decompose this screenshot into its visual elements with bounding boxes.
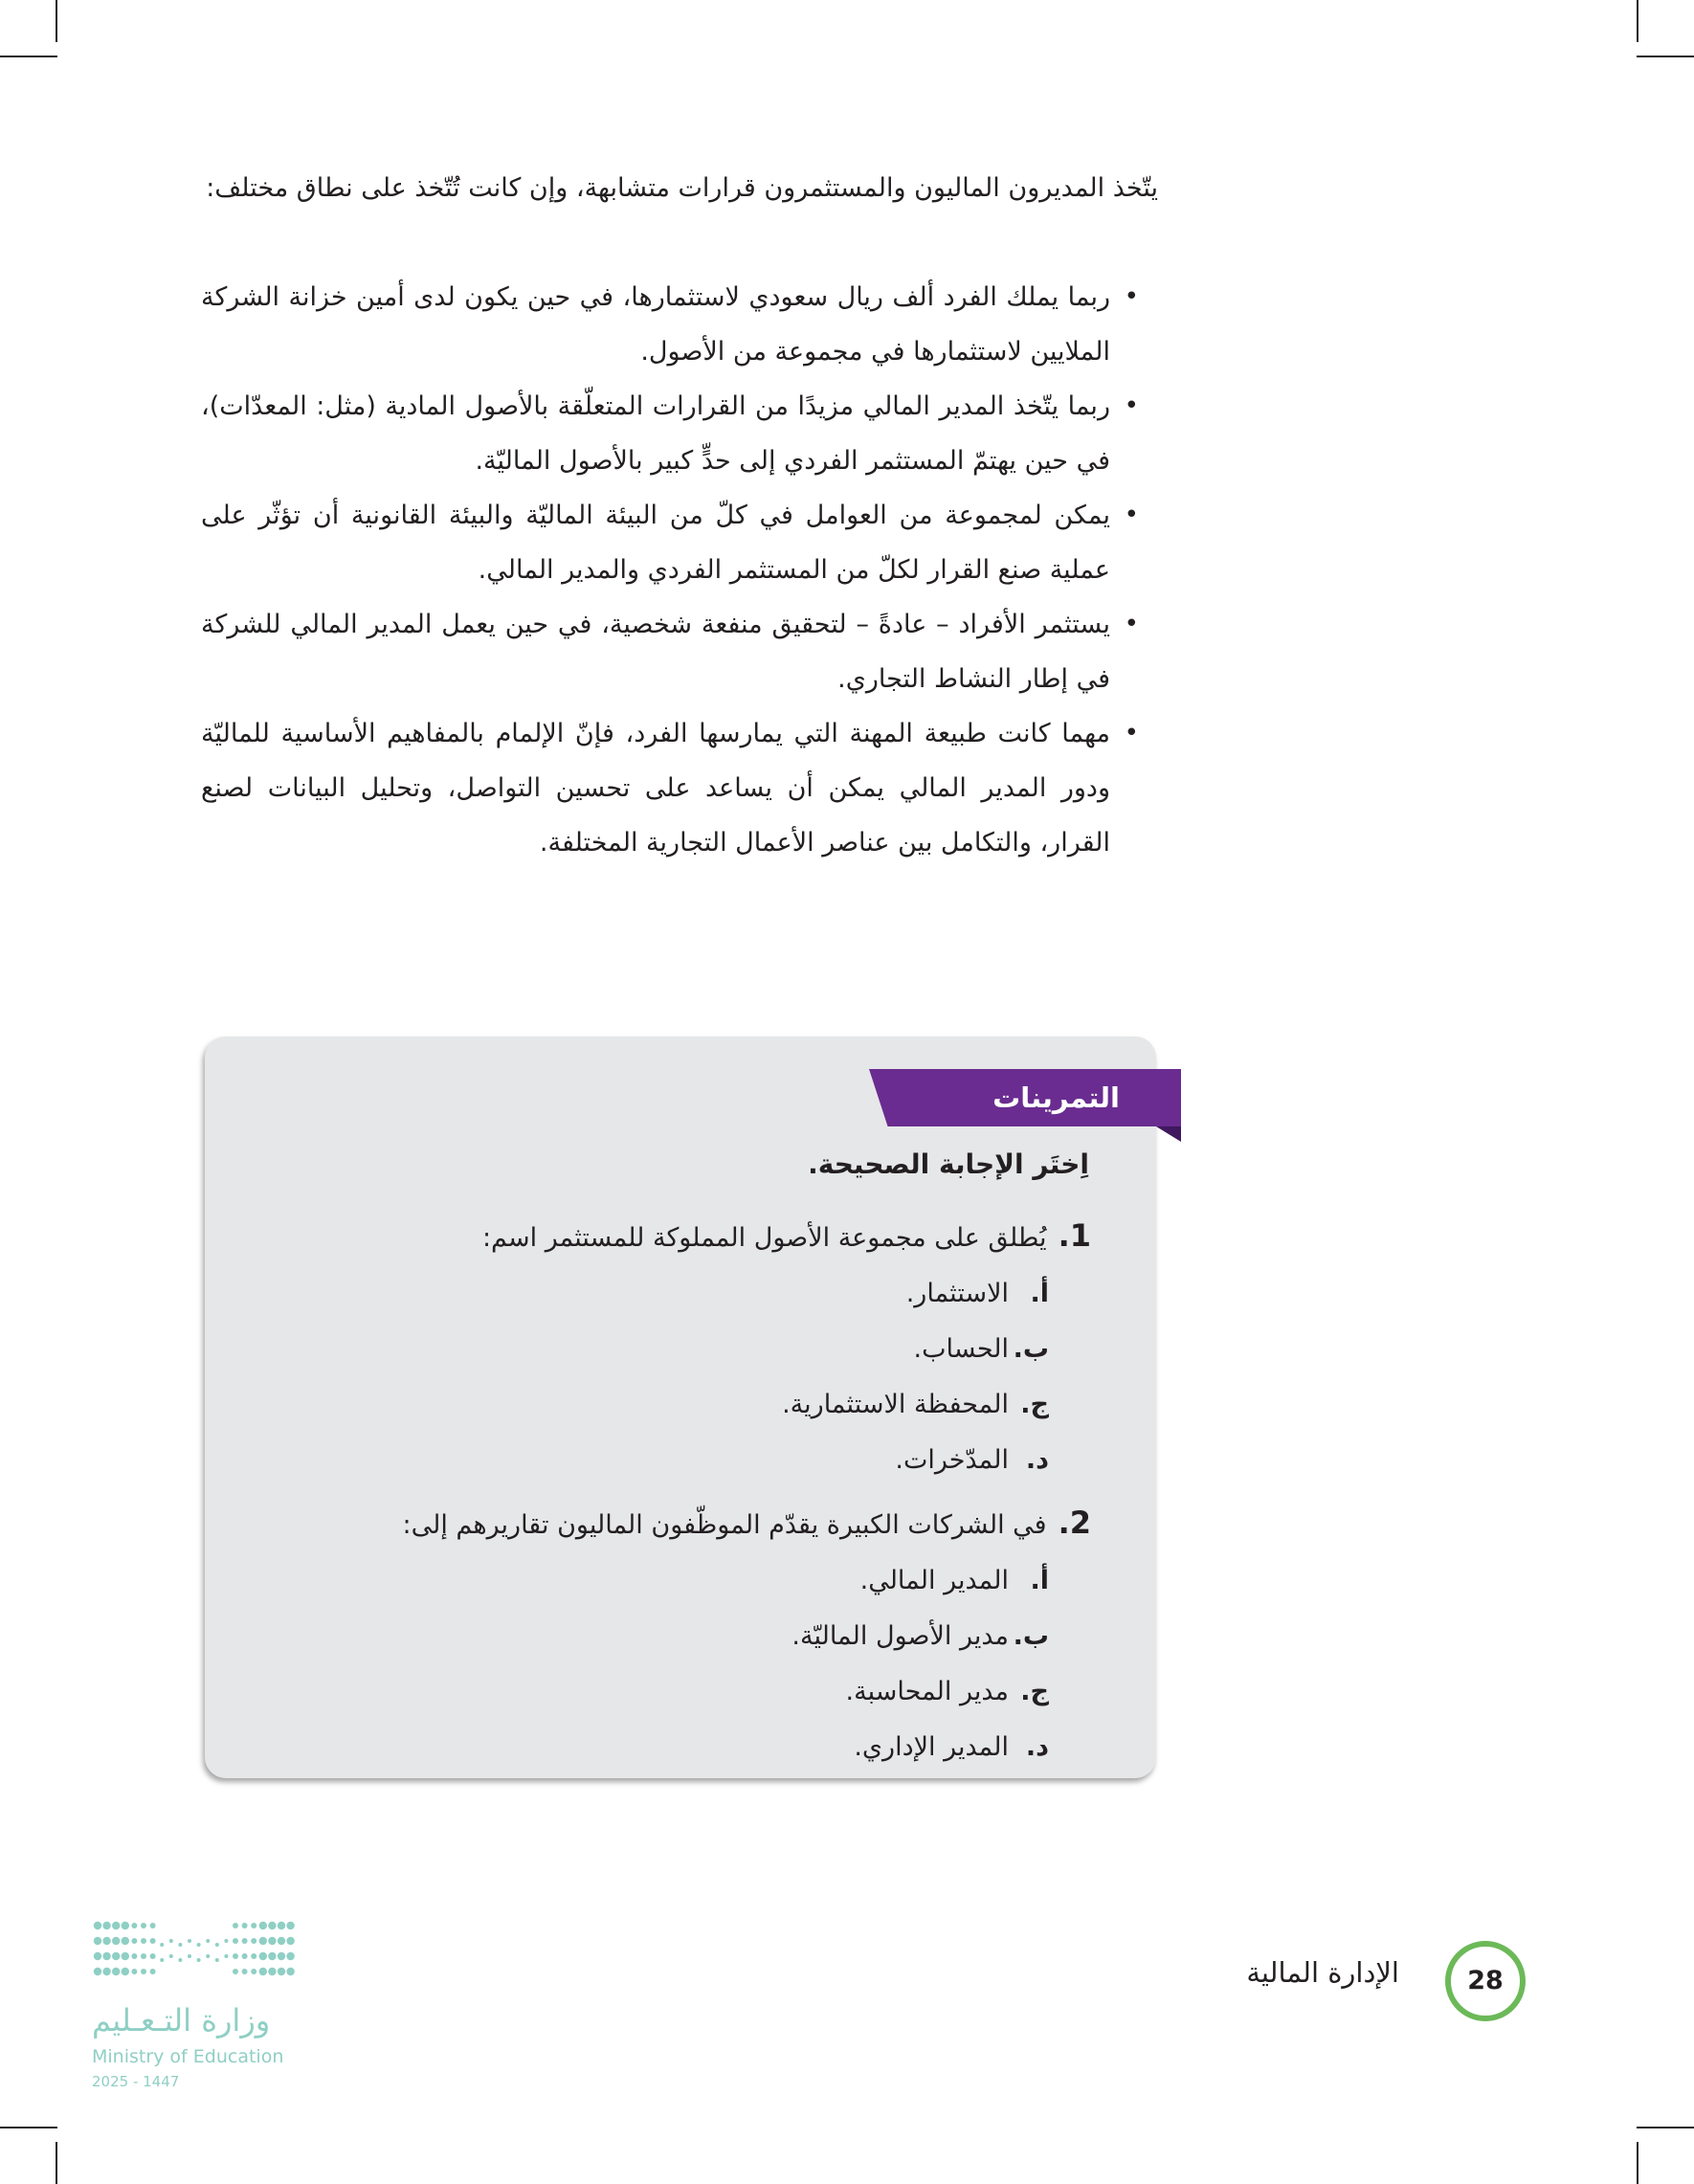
logo-dot — [112, 1968, 120, 1975]
ministry-name-english: Ministry of Education — [92, 2046, 284, 2067]
logo-dot — [188, 1939, 191, 1943]
option-letter: ب. — [1013, 1334, 1049, 1364]
logo-dot — [112, 1922, 120, 1929]
logo-dot — [233, 1953, 238, 1959]
logo-dot — [94, 1968, 101, 1975]
bullet-text: ربما يملك الفرد ألف ريال سعودي لاستثمارها، في حين يكون لدى أمين خزانة الشركة الملايين لاستثمارها في مجموعة من الأصول. — [201, 282, 1110, 367]
bullet-text: ربما يتّخذ المدير المالي مزيدًا من القرارات المتعلّقة بالأصول المادية (مثل: المعدّات)، في حين يهتمّ المستثمر الفردي إلى حدٍّ كبير بالأصول الماليّة. — [201, 391, 1110, 476]
option-item[interactable] — [287, 1433, 1049, 1488]
logo-dot — [169, 1954, 173, 1958]
bullet-text: مهما كانت طبيعة المهنة التي يمارسها الفرد، فإنّ الإلمام بالمفاهيم الأساسية للماليّة ودور المدير المالي يمكن أن يساعد على تحسين التواصل، وتحليل البيانات لصنع القرار، والتكامل بين عناصر الأعمال التجارية المختلفة. — [201, 719, 1110, 858]
crop-mark — [1637, 2127, 1694, 2128]
logo-dot — [150, 1923, 156, 1928]
question-number: 1. — [1058, 1217, 1091, 1254]
option-letter: أ. — [1030, 1566, 1049, 1595]
banner-fold — [1156, 1126, 1181, 1142]
logo-dot — [251, 1969, 256, 1974]
logo-dot — [150, 1938, 156, 1944]
logo-dot — [259, 1937, 267, 1945]
logo-dot — [278, 1937, 285, 1945]
logo-dot — [160, 1958, 164, 1962]
bullet-item — [201, 379, 1139, 488]
option-text: المدير الإداري. — [854, 1732, 1009, 1762]
logo-dot — [268, 1952, 276, 1960]
logo-dot — [286, 1922, 294, 1929]
logo-dot — [286, 1937, 294, 1945]
bullet-icon: • — [1124, 282, 1139, 311]
option-letter: أ. — [1030, 1279, 1049, 1308]
question-number: 2. — [1058, 1504, 1091, 1541]
logo-dot — [94, 1952, 101, 1960]
logo-dot — [102, 1937, 110, 1945]
options-list — [287, 1266, 1091, 1488]
ministry-logo-icon — [92, 1916, 302, 1993]
logo-dot — [150, 1953, 156, 1959]
logo-dot — [233, 1969, 238, 1974]
logo-dot — [102, 1952, 110, 1960]
option-letter: د. — [1025, 1445, 1049, 1475]
logo-dot — [242, 1938, 248, 1944]
page-number: 28 — [1445, 1941, 1526, 2021]
logo-dot — [268, 1937, 276, 1945]
option-item[interactable] — [287, 1664, 1049, 1720]
logo-dot — [259, 1968, 267, 1975]
logo-dot — [268, 1968, 276, 1975]
bullet-item — [201, 488, 1139, 597]
logo-dot — [122, 1968, 129, 1975]
logo-dot — [233, 1923, 238, 1928]
bullet-item — [201, 270, 1139, 379]
exercises-instruction: اِختَر الإجابة الصحيحة. — [808, 1148, 1089, 1180]
logo-dot — [215, 1943, 219, 1947]
bullet-icon: • — [1124, 610, 1139, 638]
option-text: الاستثمار. — [905, 1279, 1009, 1308]
logo-dot — [122, 1937, 129, 1945]
question-text: في الشركات الكبيرة يقدّم الموظّفون الماليون تقاريرهم إلى: — [402, 1510, 1047, 1540]
logo-dot — [102, 1968, 110, 1975]
crop-mark — [56, 0, 57, 42]
question-text: يُطلق على مجموعة الأصول المملوكة للمستثمر اسم: — [481, 1223, 1047, 1253]
bullet-text: يمكن لمجموعة من العوامل في كلّ من البيئة الماليّة والبيئة القانونية أن تؤثّر على عملية صنع القرار لكلّ من المستثمر الفردي والمدير المالي. — [201, 501, 1110, 585]
logo-dot — [160, 1943, 164, 1947]
logo-dot — [242, 1969, 248, 1974]
question-1 — [287, 1208, 1091, 1488]
crop-mark — [0, 56, 57, 57]
option-item[interactable] — [287, 1377, 1049, 1433]
option-text: المحفظة الاستثمارية. — [782, 1390, 1009, 1419]
option-text: مدير المحاسبة. — [845, 1677, 1009, 1706]
bullet-list — [201, 270, 1139, 870]
logo-dot — [251, 1923, 256, 1928]
option-item[interactable] — [287, 1266, 1049, 1322]
question-stem — [287, 1495, 1091, 1553]
option-letter: د. — [1025, 1732, 1049, 1762]
logo-dot — [242, 1953, 248, 1959]
logo-dot — [242, 1923, 248, 1928]
crop-mark — [1637, 56, 1694, 57]
logo-dot — [102, 1922, 110, 1929]
logo-dot — [141, 1923, 146, 1928]
logo-dot — [141, 1953, 146, 1959]
logo-dot — [206, 1954, 210, 1958]
bullet-icon: • — [1124, 391, 1139, 420]
bullet-icon: • — [1124, 719, 1139, 747]
bullet-item — [201, 706, 1139, 870]
exercises-title: التمرينات — [992, 1081, 1120, 1114]
logo-dot — [286, 1968, 294, 1975]
option-letter: ج. — [1020, 1390, 1049, 1419]
logo-dot — [131, 1969, 137, 1974]
logo-dot — [224, 1939, 228, 1943]
logo-dot — [122, 1952, 129, 1960]
option-item[interactable] — [287, 1609, 1049, 1664]
logo-dot — [251, 1938, 256, 1944]
logo-dot — [150, 1969, 156, 1974]
logo-dot — [131, 1953, 137, 1959]
logo-dot — [286, 1952, 294, 1960]
logo-dot — [94, 1922, 101, 1929]
ministry-name-arabic: وزارة التـعـليم — [92, 2002, 271, 2039]
ministry-year: 2025 - 1447 — [92, 2073, 180, 2090]
option-letter: ج. — [1020, 1677, 1049, 1706]
logo-dot — [94, 1937, 101, 1945]
logo-dot — [112, 1937, 120, 1945]
bullet-icon: • — [1124, 501, 1139, 529]
question-stem — [287, 1208, 1091, 1266]
logo-dot — [112, 1952, 120, 1960]
logo-dot — [122, 1922, 129, 1929]
crop-mark — [1637, 2142, 1638, 2184]
option-text: الحساب. — [913, 1334, 1009, 1364]
option-text: المدير المالي. — [859, 1566, 1009, 1595]
logo-dot — [188, 1954, 191, 1958]
logo-dot — [233, 1938, 238, 1944]
intro-paragraph: يتّخذ المديرون الماليون والمستثمرون قرارات متشابهة، وإن كانت تُتّخذ على نطاق مختلف: — [206, 173, 1158, 203]
book-title: الإدارة المالية — [1246, 1956, 1399, 1989]
logo-dot — [178, 1943, 182, 1947]
option-item[interactable] — [287, 1720, 1049, 1775]
bullet-item — [201, 597, 1139, 706]
logo-dot — [197, 1958, 201, 1962]
logo-dot — [278, 1952, 285, 1960]
option-letter: ب. — [1013, 1621, 1049, 1651]
logo-dot — [278, 1922, 285, 1929]
logo-dot — [259, 1952, 267, 1960]
crop-mark — [56, 2142, 57, 2184]
logo-dot — [268, 1922, 276, 1929]
option-item[interactable] — [287, 1322, 1049, 1377]
logo-dot — [141, 1969, 146, 1974]
question-2 — [287, 1495, 1091, 1775]
logo-dot — [131, 1938, 137, 1944]
logo-dot — [131, 1923, 137, 1928]
logo-dot — [178, 1958, 182, 1962]
crop-mark — [1637, 0, 1638, 42]
logo-dot — [224, 1954, 228, 1958]
logo-dot — [141, 1938, 146, 1944]
bullet-text: يستثمر الأفراد – عادةً – لتحقيق منفعة شخصية، في حين يعمل المدير المالي للشركة في إطار النشاط التجاري. — [201, 610, 1110, 694]
option-item[interactable] — [287, 1553, 1049, 1609]
logo-dot — [215, 1958, 219, 1962]
crop-mark — [0, 2127, 57, 2128]
option-text: المدّخرات. — [895, 1445, 1009, 1475]
logo-dot — [278, 1968, 285, 1975]
option-text: مدير الأصول الماليّة. — [791, 1621, 1009, 1651]
logo-dot — [169, 1939, 173, 1943]
logo-dot — [197, 1943, 201, 1947]
logo-dot — [259, 1922, 267, 1929]
options-list — [287, 1553, 1091, 1775]
logo-dot — [206, 1939, 210, 1943]
logo-dot — [251, 1953, 256, 1959]
